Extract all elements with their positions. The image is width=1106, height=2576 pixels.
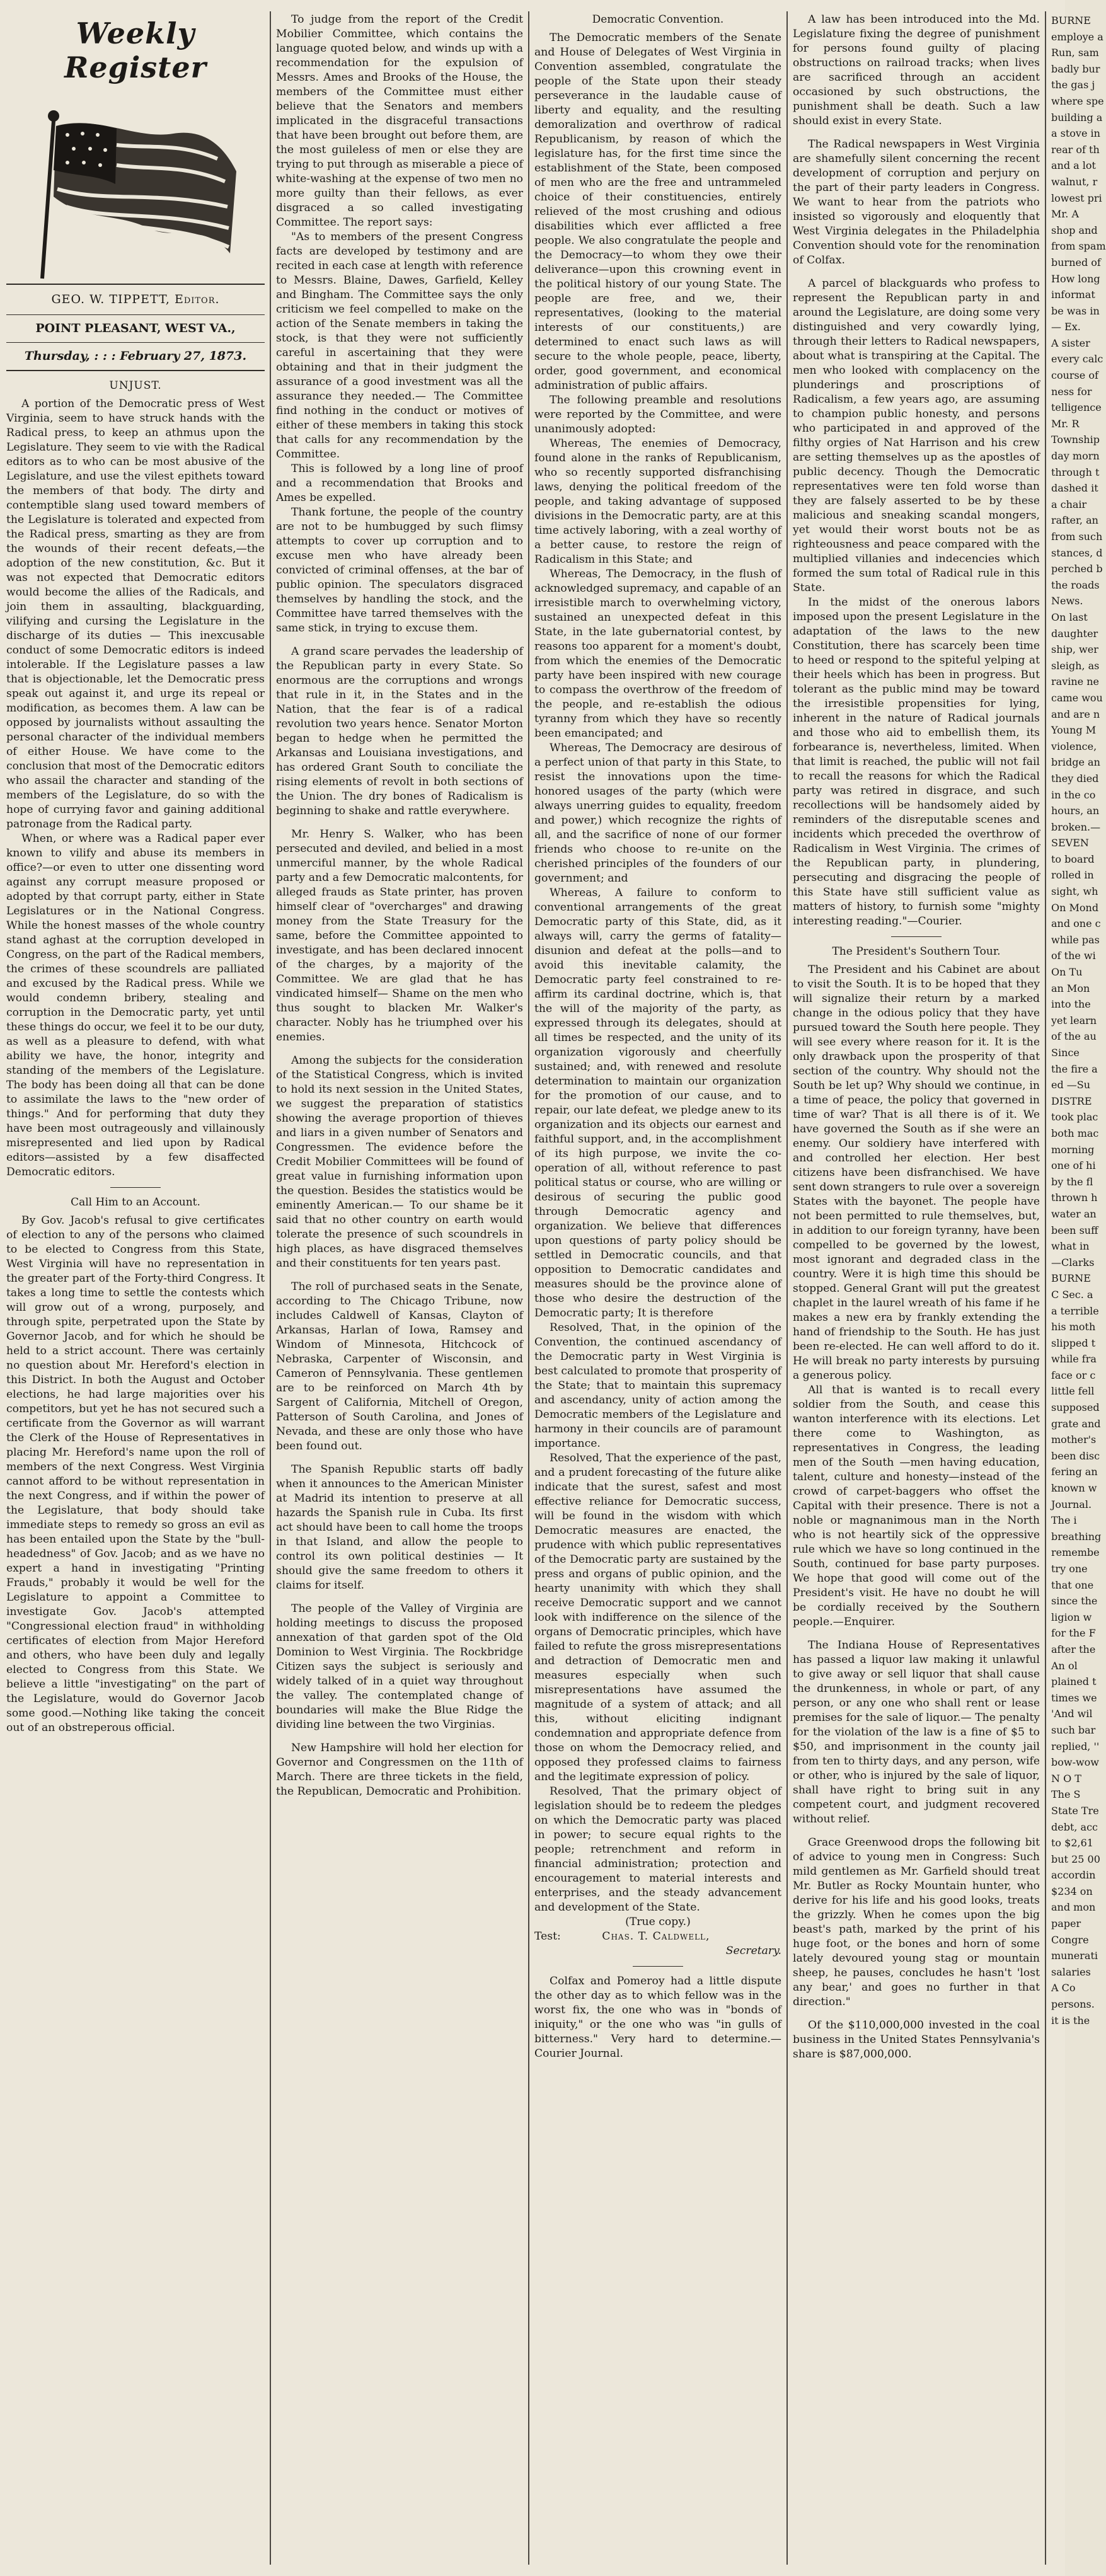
cropped-line: through t bbox=[1051, 466, 1100, 478]
cropped-line: State Tre bbox=[1051, 1804, 1099, 1817]
cropped-line: times we bbox=[1051, 1691, 1097, 1704]
cropped-line: replied, '' bbox=[1051, 1740, 1100, 1752]
cropped-line: Since bbox=[1051, 1047, 1080, 1059]
article-paragraph: Resolved, That the experience of the past, and a prudent forecasting of the future alike indicate that the surest, safest and most effective reliance for Democratic success, will be found in the wisdom with which Democratic measures are enacted, the prudence with which public representatives of the Democratic party are sustained by the press and organs of public opinion, and the hearty unanimity with which they shall receive Democratic support and we cannot look with indifference on the silence of the organs of Democratic principles, which have failed to refute the gross misrepresentations and detraction of Democratic men and measures especially when such misrepresentations have assumed the magnitude of a system of attack; and all this, without eliciting indignant condemnation and appropriate defence from those on whom the Democracy relied, and opposed they professed claims to fairness and the legitimate expression of policy. bbox=[534, 1452, 781, 1783]
cropped-line: course of bbox=[1051, 369, 1098, 382]
cropped-line: An ol bbox=[1051, 1659, 1078, 1672]
cropped-line: they died bbox=[1051, 772, 1099, 785]
cropped-line: Mr. A bbox=[1051, 208, 1079, 221]
cropped-line: —Clarks bbox=[1051, 1256, 1095, 1268]
cropped-line: On Tu bbox=[1051, 966, 1083, 979]
cropped-line: breathing bbox=[1051, 1530, 1102, 1543]
cropped-line: of the wi bbox=[1051, 950, 1096, 962]
cropped-line: dashed it bbox=[1051, 482, 1098, 495]
cropped-line: to $2,61 bbox=[1051, 1837, 1093, 1849]
column-4 bbox=[793, 13, 1040, 2563]
cropped-line: by the fl bbox=[1051, 1175, 1093, 1188]
article-paragraph: Colfax and Pomeroy had a little dispute the other day as to which fellow was in the worst fix, the one who was in "bonds of iniquity," or the one who was "in gulls of bitterness." Very hard to determine.—Courier Journal. bbox=[534, 1975, 781, 2060]
cropped-line: to board bbox=[1051, 853, 1095, 865]
cropped-line: thrown h bbox=[1051, 1192, 1098, 1204]
cropped-line: burned of bbox=[1051, 256, 1101, 268]
cropped-line: 'And wil bbox=[1051, 1708, 1093, 1720]
cropped-line: salaries bbox=[1051, 1965, 1091, 1978]
cropped-line: both mac bbox=[1051, 1127, 1099, 1139]
column-rule bbox=[528, 11, 529, 2565]
cropped-line: violence, bbox=[1051, 740, 1097, 752]
cropped-line: BURNE bbox=[1051, 14, 1091, 26]
cropped-line: sight, wh bbox=[1051, 885, 1098, 898]
cropped-line: — Ex. bbox=[1051, 321, 1081, 333]
cropped-line: On last bbox=[1051, 611, 1088, 623]
cropped-line: while fra bbox=[1051, 1353, 1097, 1366]
cropped-line: while pas bbox=[1051, 933, 1100, 946]
american-flag-icon bbox=[28, 96, 243, 279]
place-line: POINT PLEASANT, WEST VA., bbox=[35, 321, 236, 335]
clerk-title: Secretary. bbox=[725, 1945, 781, 1957]
cropped-line: mother's bbox=[1051, 1434, 1097, 1446]
cropped-line: telligence bbox=[1051, 401, 1102, 414]
cropped-line: badly bur bbox=[1051, 62, 1100, 75]
cropped-line: a stove in bbox=[1051, 127, 1100, 140]
column-rule bbox=[270, 11, 271, 2565]
article-paragraph: Whereas, The enemies of Democracy, found alone in the ranks of Republicanism, who so recently supported disfranchising laws, denying the political freedom of the people, and taking advantage of supposed divisions in the Democratic party, are at this time actively laboring, with a zeal worthy of a better cause, to restore the reign of Radicalism in this State; and bbox=[534, 437, 781, 566]
column-3 bbox=[534, 13, 781, 2563]
cropped-line: informat bbox=[1051, 289, 1095, 301]
cropped-line: a terrible bbox=[1051, 1304, 1099, 1317]
cropped-line: known w bbox=[1051, 1482, 1097, 1495]
cropped-line: day morn bbox=[1051, 450, 1100, 463]
cropped-line: plained t bbox=[1051, 1676, 1097, 1688]
divider bbox=[6, 370, 265, 371]
cropped-line: How long bbox=[1051, 272, 1100, 285]
cropped-line: an Mon bbox=[1051, 982, 1090, 994]
cropped-line: fering an bbox=[1051, 1466, 1098, 1478]
article-paragraph: The Indiana House of Representatives has passed a liquor law making it unlawful to give away or sell liquor that shall cause the drunkenness, in whole or part, of any person, or any one who shall rent or lease premises for the sale of liquor.— The penalty for the violation of the law is a fine of $5 to $50, and imprisonment in the county jail from ten to thirty days, and any person, wife or other, who is injured by the sale of liquor, shall have right to bring suit in any competent court, and judgment recovered without relief. bbox=[793, 1639, 1040, 1826]
cropped-line: hours, an bbox=[1051, 805, 1100, 817]
cropped-line: the roads bbox=[1051, 578, 1100, 591]
article-paragraph: Mr. Henry S. Walker, who has been persecuted and deviled, and belied in a most unmerciful manner, by the whole Radical party and a few Democratic malcontents, for alleged frauds as State printer, has proven himself clear of "overcharges" and drawing money from the State Treasury for the same, before the Committee appointed to investigate, and has been declared innocent of the charges, by a majority of the Committee. We are glad that he has vindicated himself— Shame on the men who thus sought to blacken Mr. Walker's character. Nobly has he triumphed over his enemies. bbox=[276, 828, 523, 1044]
cropped-line: his moth bbox=[1051, 1321, 1096, 1333]
column-1 bbox=[6, 13, 265, 2563]
cropped-line: been disc bbox=[1051, 1449, 1100, 1462]
article-paragraph: The Radical newspapers in West Virginia are shamefully silent concerning the recent development of corruption and perjury on the part of their party leaders in Congress. We want to hear from the patriots who insisted so vigorously and eloquently that West Virginia delegates in the Philadelphia Convention should vote for the renomination of Colfax. bbox=[793, 138, 1040, 267]
cropped-line: in the co bbox=[1051, 788, 1096, 801]
article-paragraph: This is followed by a long line of proof and a recommendation that Brooks and Ames be expelled. bbox=[276, 463, 523, 504]
cropped-line: the fire a bbox=[1051, 1062, 1098, 1075]
cropped-line: employe a bbox=[1051, 30, 1103, 43]
article-paragraph: Resolved, That the primary object of legislation should be to redeem the pledges on which the Democratic party was placed in power; to secure equal rights to the people; retrenchment and reform in financial administration; protection and encouragement to material interests and enterprises, and the steady advancement and development of the State. bbox=[534, 1785, 781, 1914]
cropped-line: slipped t bbox=[1051, 1337, 1096, 1349]
cropped-line: $234 on bbox=[1051, 1885, 1093, 1897]
article-paragraph: Whereas, The Democracy, in the flush of acknowledged supremacy, and capable of an irresistible march to overwhelming victory, sustained an unexpected defeat in this State, in the late gubernatorial contest, by reasons too apparent for a moment's doubt, from which the enemies of the Democratic party have been inspired with new courage to compass the overthrow of the freedom of the people, and re-establish the odious tyranny from which they have so recently been emancipated; and bbox=[534, 568, 781, 740]
cropped-line: be was in bbox=[1051, 304, 1100, 317]
cropped-line: but 25 00 bbox=[1051, 1853, 1100, 1865]
cropped-line: ed —Su bbox=[1051, 1079, 1091, 1091]
article-paragraph: By Gov. Jacob's refusal to give certificates of election to any of the persons who claimed to be elected to Congress from this State, West Virginia will have no representation in the greater part of the Forty-third Congress. It takes a long time to settle the contests which will grow out of a wrong, purposely, and through spite, perpetrated upon the State by Governor Jacob, and for which he should be held to a strict account. There was certainly no question about Mr. Hereford's election in this District. In both the August and October elections, he had large majorities over his competitors, but yet he has not secured such a certificate from the Governor as will warrant the Clerk of the House of Representatives in placing Mr. Hereford's name upon the roll of members of the next Congress. West Virginia cannot afford to be without representation in the next Congress, and if within the power of the Legislature, that body should take immediate steps to remedy so gross an evil as has been entailed upon the State by the "bull-headedness" of Gov. Jacob; and as we have no expert a hand in investigating "Printing Frauds," probably it would be well for the Legislature to appoint a Committee to investigate Gov. Jacob's attempted "Congressional election fraud" in withholding certificates of election from Major Hereford and others, who have been duly and legally elected to Congress from this State. We believe a little "investigating" on the part of the Legislature, would do Governor Jacob some good.—Nothing like taking the conceit out of an obstreperous official. bbox=[6, 1214, 265, 1734]
cropped-line: where spe bbox=[1051, 95, 1104, 107]
article-paragraph: A parcel of blackguards who profess to represent the Republican party in and around the Legislature, are doing some very distinguished and very cowardly lying, through their letters to Radical newspapers, about what is transpiring at the Capital. The men who looked with complacency on the plunderings and proscriptions of Radicalism, a few years ago, are assuming to champion public honesty, and persons who participated in and approved of the filthy orgies of Nat Harrison and his crew are setting themselves up as the apostles of public decency. Though the Democratic representatives were ten fold worse than they are falsely asserted to be by these malicious and sneaking scandal mongers, yet would their worst bouts not be as righteousness and peace compared with the multiplied villanies and indecencies which formed the sum total of Radical rule in this State. bbox=[793, 277, 1040, 594]
article-paragraph: "As to members of the present Congress facts are developed by testimony and are recited in each case at length with reference to Messrs. Blaine, Dawes, Garfield, Kelley and Bingham. The Committee says the only criticism we feel compelled to make on the action of the Senate members in taking the stock, is that they were not sufficiently careful in ascertaining that they were obtaining and that in their judgment the assurance of a good investment was all the assurance they needed.— The Committee find nothing in the conduct or motives of either of these members in taking this stock that calls for any recommendation by the Committee. bbox=[276, 231, 523, 461]
cropped-line: perched b bbox=[1051, 563, 1103, 575]
cropped-line: for the F bbox=[1051, 1627, 1096, 1640]
cropped-line: bridge an bbox=[1051, 756, 1100, 769]
cropped-line: debt, acc bbox=[1051, 1820, 1098, 1833]
cropped-line: such bar bbox=[1051, 1723, 1096, 1736]
article-paragraph: A law has been introduced into the Md. Legislature fixing the degree of punishment for persons found guilty of placing obstructions on railroad tracks; when lives are sacrificed through an accident occasioned by such obstructions, the punishment shall be death. Such a law should exist in every State. bbox=[793, 13, 1040, 127]
article-paragraph: A portion of the Democratic press of West Virginia, seem to have struck hands with the Radical press, to keep an athmus upon the Legislature. They seem to vie with the Radical editors as to who can be most abusive of the Legislature, and use the vilest epithets toward the members of that body. The dirty and contemptible slang used toward members of the Legislature is tolerated and expected from the Radical press, smarting as they are from the wounds of their recent defeats,—the adoption of the new constitution, &c. But it was not expected that Democratic editors would become the allies of the Radicals, and join them in assaulting, blackguarding, vilifying and cursing the Legislature in the discharge of its duties — This inexcusable conduct of some Democratic editors is indeed intolerable. If the Legislature passes a law that is objectionable, let the Democratic press speak out against it, and urge its repeal or modification, as becomes them. A law can be opposed by journalists without assaulting the personal character of the individual members of either House. We have come to the conclusion that most of the Democratic editors who assail the character and standing of the members of the Legislature, do so with the hope of currying favor and gaining additional patronage from the Radical party. bbox=[6, 398, 265, 831]
column-5-cropped bbox=[1051, 13, 1106, 2563]
masthead-title: Weekly Register bbox=[64, 16, 207, 84]
cropped-line: since the bbox=[1051, 1595, 1098, 1607]
cropped-line: broken.— bbox=[1051, 820, 1101, 833]
article-paragraph: A grand scare pervades the leadership of the Republican party in every State. So enormous are the corruptions and wrongs that rule in it, in the States and in the Nation, that the fear is of a radical revolution two years hence. Senator Morton began to hedge when he permitted the Arkansas and Louisiana investigations, and has ordered Grant South to conciliate the rising elements of revolt in both sections of the Union. The dry bones of Radicalism is beginning to shake and rattle everywhere. bbox=[276, 645, 523, 817]
cropped-line: been suff bbox=[1051, 1224, 1098, 1236]
cropped-line: yet learn bbox=[1051, 1014, 1097, 1026]
attest-line bbox=[534, 1929, 781, 1944]
cropped-line: that one bbox=[1051, 1578, 1094, 1591]
cropped-line: of the au bbox=[1051, 1030, 1097, 1043]
article-paragraph: The roll of purchased seats in the Senate, according to The Chicago Tribune, now includes Caldwell of Kansas, Clayton of Arkansas, Harlan of Iowa, Ramsey and Windom of Minnesota, Hitchcock of Nebraska, Carpenter of Wisconsin, and Cameron of Pennsylvania. These gentlemen are to be reinforced on March 4th by Sargent of California, Mitchell of Oregon, Patterson of South Carolina, and Jones of Nevada, and these are only those who have been found out. bbox=[276, 1280, 523, 1452]
cropped-line: what in bbox=[1051, 1240, 1090, 1253]
cropped-line: The S bbox=[1051, 1788, 1081, 1801]
cropped-line: rolled in bbox=[1051, 869, 1094, 882]
cropped-line: rear of th bbox=[1051, 143, 1100, 156]
cropped-line: Township bbox=[1051, 434, 1100, 446]
cropped-line: and one c bbox=[1051, 917, 1101, 930]
article-paragraph: The President and his Cabinet are about to visit the South. It is to be hoped that they will signalize their return by a marked change in the odious policy that they have pursued toward the South here people. They will see every where reason for it. It is the only drawback upon the prosperity of that section of the country. Why should not the South be let up? Why should we continue, in a time of peace, the policy that governed in time of war? That is all there is of it. We have governed the South as if she were an enemy. Our soldiery have interfered with and controlled her election. Her best citizens have been disfranchised. We have sent down strangers to rule over a sovereign States with the bayonet. The people have not been permitted to rule themselves, but, in addition to our foreign tyranny, have been compelled to be governed by the lowest, most ignorant and degraded class in the country. Were it is high time this should be stopped. General Grant will put the greatest chaplet in the laurel wreath of his fame if he makes a new era by frankly extending the hand of friendship to the South. He has just been re-elected. He can well afford to do it. He will break no party interests by pursuing a generous policy. bbox=[793, 963, 1040, 1382]
cropped-line: Run, sam bbox=[1051, 47, 1099, 59]
article-paragraph: To judge from the report of the Credit Mobilier Committee, which contains the language quoted below, and winds up with a recommendation for the expulsion of Messrs. Ames and Brooks of the House, the members of the Committee must either believe that the Senators and members implicated in the disgraceful transactions that have been brought out before them, are the most guileless of men or else they are trying to put through as miserable a piece of white-washing at the expense of two men no more guilty than their fellows, as ever disgraced a so called investigating Committee. The report says: bbox=[276, 13, 523, 229]
cropped-line: from spam bbox=[1051, 240, 1106, 253]
divider bbox=[6, 342, 265, 343]
article-headline: Democratic Convention. bbox=[592, 13, 724, 26]
attest-label: Test: bbox=[534, 1930, 561, 1943]
cropped-line: into the bbox=[1051, 998, 1091, 1011]
cropped-line: BURNE bbox=[1051, 1272, 1091, 1285]
cropped-line: lowest pri bbox=[1051, 192, 1102, 204]
cropped-line: shop and bbox=[1051, 224, 1098, 236]
cropped-line: munerati bbox=[1051, 1950, 1098, 1962]
cropped-line: SEVEN bbox=[1051, 837, 1089, 849]
cropped-line: On Mond bbox=[1051, 901, 1099, 914]
cropped-line: DISTRE bbox=[1051, 1095, 1092, 1107]
cropped-line: one of hi bbox=[1051, 1159, 1096, 1172]
dateline: Thursday, : : : February 27, 1873. bbox=[24, 349, 247, 363]
column-rule bbox=[786, 11, 788, 2565]
divider bbox=[110, 1187, 161, 1188]
article-paragraph: Whereas, A failure to conform to conventional arrangements of the great Democratic party of this State, did, as it always will, carry the germs of fatality—disunion and defeat at the polls—and to avoid this inevitable calamity, the Democratic party feel constrained to re-affirm its cardinal doctrine, which is, that the will of the majority of the party, as expressed through its delegates, should at all times be respected, and the unity of its organization vigorously and cheerfully sustained; and, with renewed and resolute determination to maintain our organization for the promotion of our cause, and to repair, our late defeat, we pledge anew to its organization and its objects our earnest and faithful support, and, in the accomplishment of its high purpose, we invite the co-operation of all, without reference to past political status or course, who are willing or desirous of securing the public good through Democratic agency and organization. We believe that differences upon questions of party policy should be settled in Democratic councils, and that opposition to Democratic candidates and measures should be the province alone of those who desire the destruction of the Democratic party; It is therefore bbox=[534, 887, 781, 1320]
column-rule bbox=[1045, 11, 1046, 2565]
article-paragraph: In the midst of the onerous labors imposed upon the present Legislature in the adaptation of the laws to the new Constitution, there has scarcely been time to heed or respond to the spiteful yelping at their heels which has been in progress. But tolerant as the public mind may be toward the irresistible propensities for lying, inherent in the nature of Radical journals and those who aid to embellish them, its forbearance is, nevertheless, limited. When that limit is reached, the public will not fail to recall the reasons for which the Radical party was retired in disgrace, and such recollections will be handsomely aided by reminders of the disreputable scenes and incidents which preceded the overthrow of Radicalism in West Virginia. The crimes of the Republican party, in plundering, persecuting and disgracing the people of this State have still sufficient value as matters of history, to furnish some "mighty interesting reading."—Courier. bbox=[793, 596, 1040, 928]
cropped-line: The i bbox=[1051, 1514, 1077, 1527]
article-headline: UNJUST. bbox=[109, 379, 162, 392]
cropped-line: and mon bbox=[1051, 1901, 1096, 1914]
cropped-line: accordin bbox=[1051, 1869, 1096, 1882]
cropped-line: Young M bbox=[1051, 724, 1097, 737]
divider bbox=[633, 1966, 683, 1967]
cropped-line: daughter bbox=[1051, 627, 1098, 640]
article-paragraph: The Democratic members of the Senate and House of Delegates of West Virginia in Convention assembled, congratulate the people of the State upon their steady perseverance in the laudable cause of liberty and equality, and the resulting demoralization and overthrow of radical Republicanism, by reason of which the legislature has, for the first time since the establishment of the State, been composed of men who are the free and untrammeled choice of their constituencies, entirely relieved of the most crushing and odious disabilities which ever afflicted a free people. We also congratulate the people and the Democracy—to whom they owe their deliverance—upon this crowning event in the political history of our young State. The people are free, and we, their representatives, (looking to the material interests of our constituents,) are determined to enact such laws as will secure to the whole people, peace, liberty, order, good government, and economical administration of public affairs. bbox=[534, 32, 781, 392]
cropped-line: morning bbox=[1051, 1143, 1095, 1156]
article-headline: Call Him to an Account. bbox=[71, 1196, 200, 1209]
divider bbox=[6, 314, 265, 315]
article-paragraph: When, or where was a Radical paper ever known to vilify and abuse its members in office?—or even to utter one dissenting word against any corrupt measure proposed or adopted by that corrupt party, either in State Legislatures or in the National Congress. While the honest masses of the whole country stand aghast at the corruption developed in Congress, on the part of the Radical members, the crimes of these scoundrels are palliated and excused by the Radical press. While we would condemn bribery, stealing and corruption in the Democratic party, yet until these things do occur, we feel it to be our duty, as well as a pleasure to defend, with what ability we have, the honor, integrity and standing of the members of the Legislature. The body has been doing all that can be done to assimilate the laws to the "new order of things." And for performing that duty they have been most outrageously and villainously misrepresented and lied upon by Radical editors—assisted by a few disaffected Democratic editors. bbox=[6, 832, 265, 1178]
article-paragraph: Grace Greenwood drops the following bit of advice to young men in Congress: Such mild gentlemen as Mr. Garfield should treat Mr. Butler as Rocky Mountain hunter, who derive for his life and his good looks, treats the grizzly. When he comes upon the big beast's path, marked by the print of his huge foot, or the bones and horn of some lately devoured young stag or mountain sheep, he pauses, concludes he hasn't 'lost any bear,' and goes no further in that direction." bbox=[793, 1836, 1040, 2008]
cropped-line: ness for bbox=[1051, 385, 1092, 398]
cropped-line: from such bbox=[1051, 531, 1103, 543]
cropped-line: grate and bbox=[1051, 1417, 1101, 1430]
divider bbox=[6, 284, 265, 285]
cropped-line: persons. bbox=[1051, 1998, 1095, 2011]
cropped-line: rafter, an bbox=[1051, 514, 1098, 527]
article-paragraph: All that is wanted is to recall every soldier from the South, and cease this wanton interference with its elections. Let there come to Washington, as representatives in Congress, the leading men of the South —men having education, talent, culture and honesty—instead of the crowd of carpet-baggers who offset the Capital with their presence. There is not a noble or magnanimous man in the North who is not heartily sick of the oppressive rule which we have so long continued in the South, continued for base party purposes. We hope that good will come out of the President's visit. He have no doubt he will be cordially received by the Southern people.—Enquirer. bbox=[793, 1384, 1040, 1628]
article-paragraph: Of the $110,000,000 invested in the coal business in the United States Pennsylvania's share is $87,000,000. bbox=[793, 2019, 1040, 2061]
cropped-line: ligion w bbox=[1051, 1611, 1092, 1623]
article-paragraph: The Spanish Republic starts off badly when it announces to the American Minister at Madrid its intention to preserve at all hazards the Spanish rule in Cuba. Its first act should have been to call home the troops in that Island, and allow the people to control its own political destinies — It should give the same freedom to others it claims for itself. bbox=[276, 1463, 523, 1592]
cropped-line: ship, wer bbox=[1051, 643, 1098, 656]
cropped-line: little fell bbox=[1051, 1385, 1095, 1398]
article-paragraph: The people of the Valley of Virginia are holding meetings to discuss the proposed annexation of that garden spot of the Old Dominion to West Virginia. The Rockbridge Citizen says the subject is seriously and widely talked of in a quiet way throughout the valley. The contemplated change of boundaries will make the Blue Ridge the dividing line between the two Virginias. bbox=[276, 1602, 523, 1731]
cropped-line: Congre bbox=[1051, 1933, 1089, 1946]
article-paragraph: Resolved, That, in the opinion of the Convention, the continued ascendancy of the Democratic party in West Virginia is best calculated to promote that prosperity of the State; that to maintain this supremacy and ascendancy, unity of action among the Democratic members of the Legislature and harmony in their councils are of paramount importance. bbox=[534, 1321, 781, 1450]
cropped-line: took plac bbox=[1051, 1111, 1098, 1124]
article-headline: The President's Southern Tour. bbox=[832, 945, 1001, 958]
cropped-line: building a bbox=[1051, 111, 1103, 124]
editor-line: GEO. W. TIPPETT, Editor. bbox=[51, 292, 220, 306]
article-paragraph: Among the subjects for the consideration of the Statistical Congress, which is invited to hold its next session in the United States, we suggest the preparation of statistics showing the average proportion of thieves and liars in a given number of Senators and Congressmen. The evidence before the Credit Mobilier Committees will be found of great value in furnishing information upon the question. Besides the statistics would be eminently American.— To our shame be it said that no other country on earth would tolerate the presence of such scoundrels in high places, as have disgraced themselves and their constituents for ten years past. bbox=[276, 1054, 523, 1270]
cropped-line: ravine ne bbox=[1051, 676, 1099, 688]
cropped-line: walnut, r bbox=[1051, 175, 1098, 188]
true-copy-note: (True copy.) bbox=[625, 1916, 691, 1928]
cropped-line: Journal. bbox=[1051, 1498, 1092, 1510]
cropped-line: every calc bbox=[1051, 353, 1103, 365]
cropped-line: remembe bbox=[1051, 1546, 1100, 1559]
cropped-line: News. bbox=[1051, 595, 1083, 607]
cropped-line: and a lot bbox=[1051, 159, 1096, 172]
cropped-line: N O T bbox=[1051, 1772, 1081, 1785]
cropped-line: C Sec. a bbox=[1051, 1288, 1093, 1301]
divider bbox=[891, 936, 942, 937]
cropped-line: water an bbox=[1051, 1207, 1097, 1220]
cropped-line: face or c bbox=[1051, 1369, 1096, 1381]
cropped-line: try one bbox=[1051, 1563, 1088, 1575]
cropped-line: a chair bbox=[1051, 498, 1087, 510]
cropped-line: bow-wow bbox=[1051, 1756, 1099, 1769]
cropped-line: after the bbox=[1051, 1643, 1096, 1655]
cropped-line: stances, d bbox=[1051, 546, 1103, 559]
column-2 bbox=[276, 13, 523, 2563]
cropped-line: supposed bbox=[1051, 1401, 1100, 1414]
cropped-line: Mr. R bbox=[1051, 417, 1080, 430]
cropped-line: paper bbox=[1051, 1918, 1081, 1930]
article-paragraph: Thank fortune, the people of the country are not to be humbugged by such flimsy attempts to cover up corruption and to excuse men who have already been convicted of criminal offenses, at the bar of public opinion. The speculators disgraced themselves by handling the stock, and the Committee have tarred themselves with the same stick, in trying to excuse them. bbox=[276, 506, 523, 635]
cropped-line: it is the bbox=[1051, 2014, 1090, 2027]
article-paragraph: New Hampshire will hold her election for Governor and Congressmen on the 11th of March. There are three tickets in the field, the Republican, Democratic and Prohibition. bbox=[276, 1742, 523, 1798]
cropped-line: sleigh, as bbox=[1051, 659, 1100, 672]
cropped-line: the gas j bbox=[1051, 79, 1095, 91]
cropped-line: came wou bbox=[1051, 691, 1103, 704]
cropped-line: A Co bbox=[1051, 1982, 1076, 1994]
article-paragraph: Whereas, The Democracy are desirous of a perfect union of that party in this State, to resist the innovations upon the time-honored usages of the party (which were always unerring guides to equality, freedom and power,) which recognize the rights of all, and the sacrifice of none of our former friends who choose to re-unite on the cherished principles of the founders of our government; and bbox=[534, 742, 781, 885]
article-paragraph: The following preamble and resolutions were reported by the Committee, and were unanimously adopted: bbox=[534, 394, 781, 435]
clerk-name: Chas. T. Caldwell, bbox=[602, 1930, 710, 1943]
cropped-line: and are n bbox=[1051, 708, 1100, 720]
cropped-line: A sister bbox=[1051, 336, 1090, 349]
